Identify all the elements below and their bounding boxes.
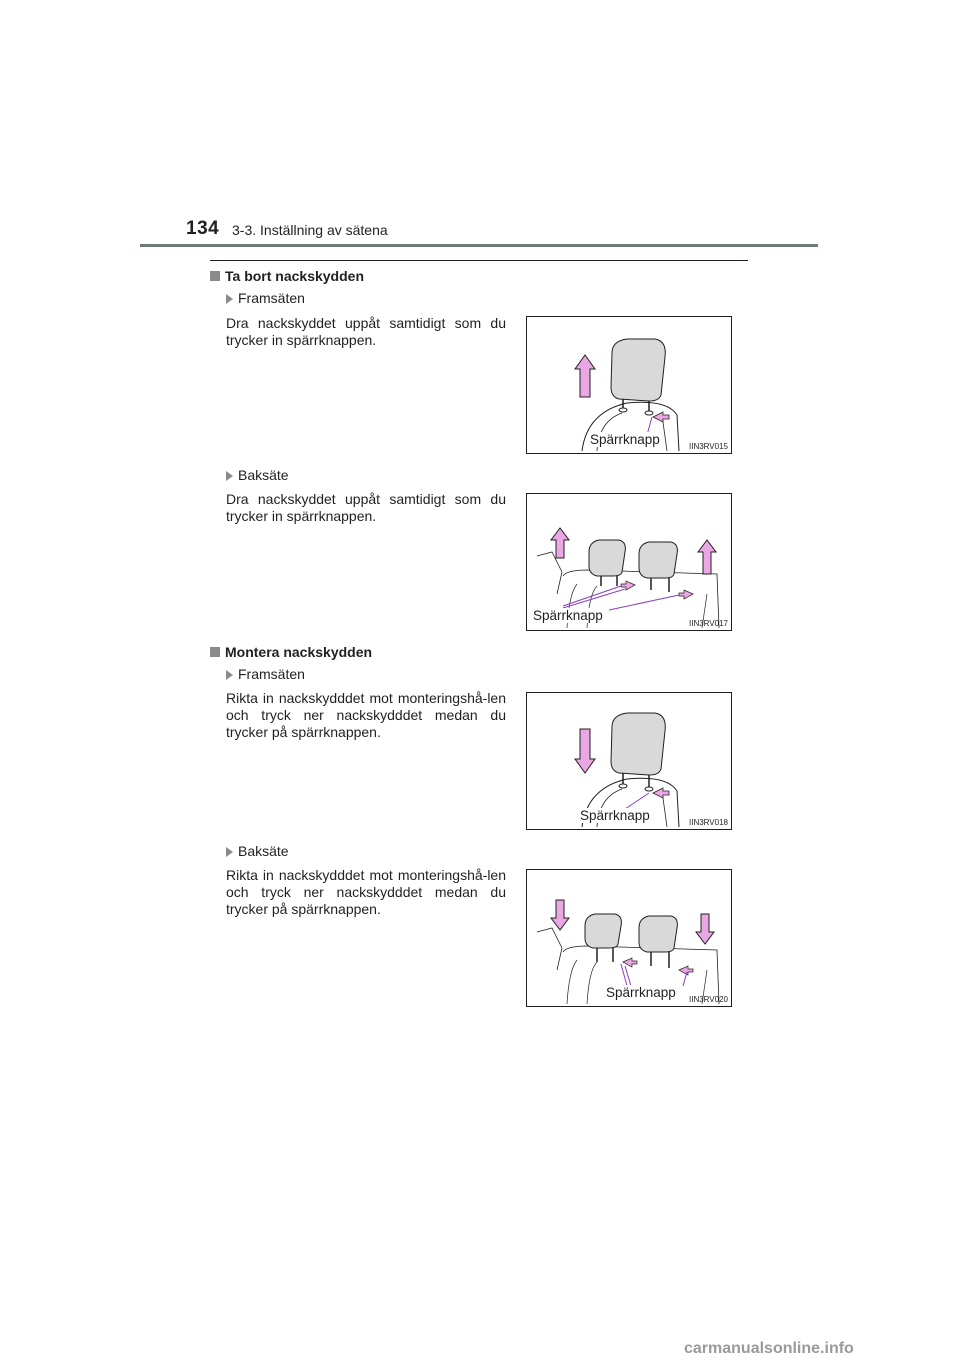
section-title: 3-3. Inställning av sätena [232, 222, 388, 238]
lock-button-label: Spärrknapp [533, 608, 603, 623]
figure-remove-rear [526, 493, 732, 631]
lock-button-label: Spärrknapp [590, 432, 660, 447]
arrow-down-icon [696, 914, 714, 944]
figure-install-front [526, 692, 732, 830]
remove-heading [210, 268, 364, 284]
page-number: 134 [186, 218, 220, 239]
remove-rear-subheading [226, 467, 289, 483]
arrow-down-icon [551, 900, 569, 930]
triangle-bullet-icon [226, 471, 233, 481]
lock-button-label: Spärrknapp [580, 808, 650, 823]
install-front-text: Rikta in nackskydddet mot monteringshå-len och tryck ner nackskydddet medan du trycker på spärrknappen. [226, 690, 506, 740]
remove-front-text: Dra nackskyddet uppåt samtidigt som du trycker in spärrknappen. [226, 315, 506, 348]
arrow-up-icon [575, 355, 595, 397]
square-bullet-icon [210, 647, 220, 657]
install-heading-text: Montera nackskydden [225, 644, 373, 660]
header-rule [140, 244, 818, 247]
square-bullet-icon [210, 271, 220, 281]
install-front-label: Framsäten [238, 666, 305, 682]
figure-install-rear [526, 869, 732, 1007]
triangle-bullet-icon [226, 294, 233, 304]
install-rear-label: Baksäte [238, 843, 289, 859]
push-arrow-icon [653, 412, 669, 422]
install-rear-text: Rikta in nackskydddet mot monteringshå-len och tryck ner nackskydddet medan du trycker på spärrknappen. [226, 867, 506, 917]
remove-rear-text: Dra nackskyddet uppåt samtidigt som du trycker in spärrknappen. [226, 491, 506, 524]
remove-front-subheading [226, 290, 305, 306]
figure-code: IIN3RV020 [689, 995, 728, 1004]
lock-button-label: Spärrknapp [606, 985, 676, 1000]
figure-remove-front [526, 316, 732, 454]
remove-rear-label: Baksäte [238, 467, 289, 483]
arrow-down-icon [575, 729, 595, 773]
figure-code: IIN3RV018 [689, 818, 728, 827]
remove-front-label: Framsäten [238, 290, 305, 306]
install-rear-subheading [226, 843, 289, 859]
watermark: carmanualsonline.info [684, 1340, 854, 1357]
figure-code: IIN3RV017 [689, 619, 728, 628]
arrow-up-icon [551, 528, 569, 558]
arrow-up-icon [698, 540, 716, 574]
install-heading [210, 644, 372, 660]
triangle-bullet-icon [226, 670, 233, 680]
content-divider [210, 260, 748, 261]
figure-code: IIN3RV015 [689, 442, 728, 451]
triangle-bullet-icon [226, 847, 233, 857]
remove-heading-text: Ta bort nackskydden [225, 268, 365, 284]
install-front-subheading [226, 666, 305, 682]
